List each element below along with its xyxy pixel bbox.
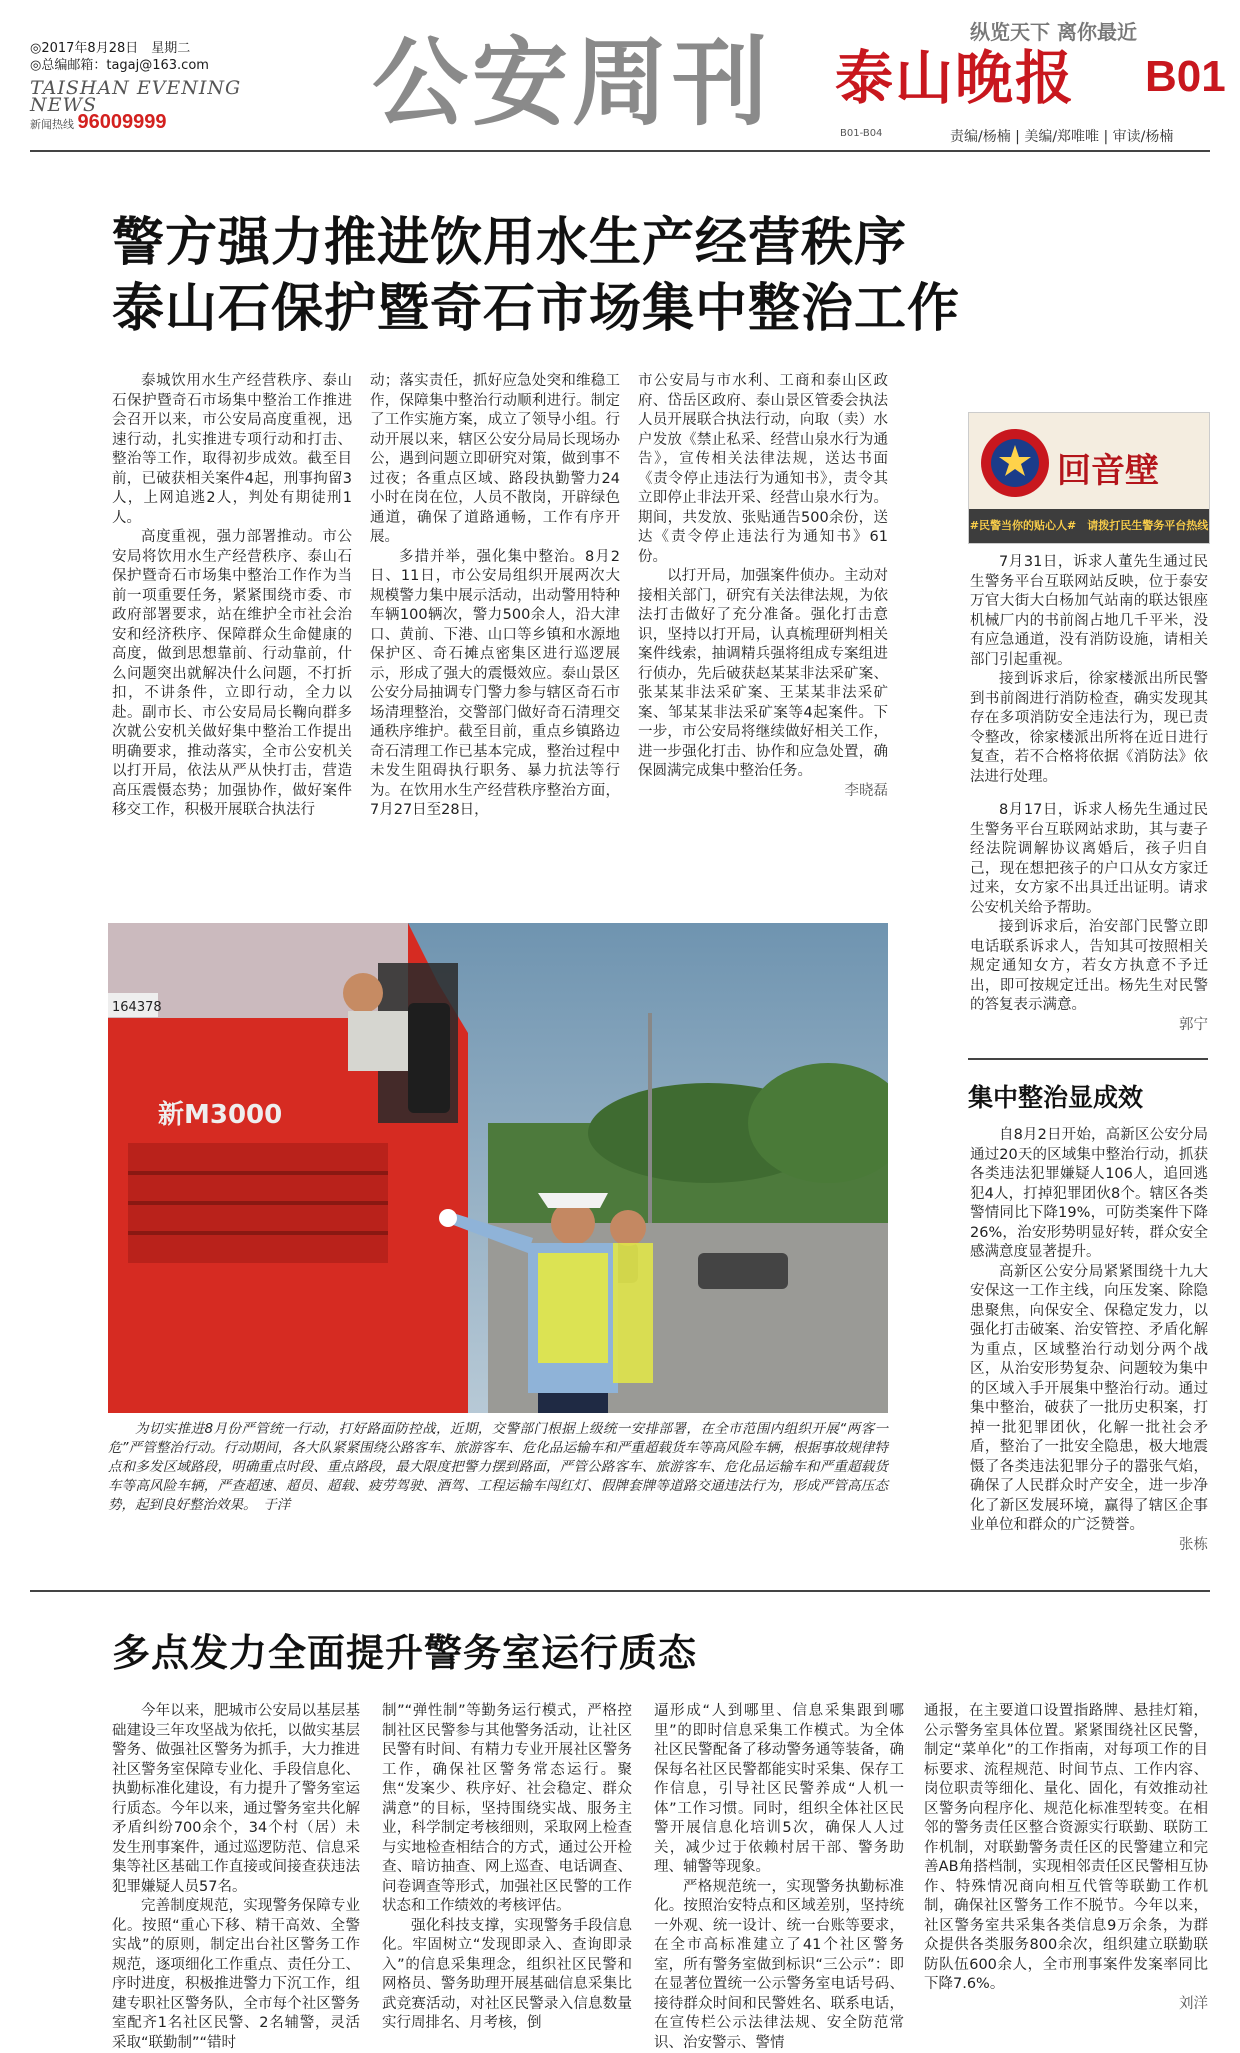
editor-email: ◎总编邮箱：tagaj@163.com [30,57,260,74]
article2-column-1 [112,1702,360,2053]
headline-line-2: 泰山石保护暨奇石市场集中整治工作 [112,276,960,342]
paragraph: 制”“弹性制”等勤务运行模式，严格控制社区民警参与其他警务活动，让社区民警有时间、有精力专业开展社区警务工作，确保社区警务常态运行。聚焦“发案少、秩序好、社会稳定、群众满意”的目标，坚持围绕实战、服务主业，科学制定考核细则，采取网上检查与实地检查相结合的方式，通过公开检查、暗访抽查、网上巡查、电话调查、问卷调查等形式，加强社区民警的工作状态和工作绩效的考核评估。 [382,1702,632,1917]
paragraph: 接到诉求后，徐家楼派出所民警到书前阁进行消防检查，确实发现其存在多项消防安全违法行为，现已责令整改，徐家楼派出所将在近日进行复查，若不合格将依据《消防法》依法进行处理。 [970,670,1208,787]
paragraph: 接到诉求后，治安部门民警立即电话联系诉求人，告知其可按照相关规定通知女方，若女方执意不予迁出，即可按规定迁出。杨先生对民警的答复表示满意。 [970,918,1208,1016]
police-badge-icon [979,423,1051,503]
paragraph: 市公安局与市水利、工商和泰山区政府、岱岳区政府、泰山景区管委会执法人员开展联合执法行动，向取（卖）水户发放《禁止私采、经营山泉水行为通告》，宣传相关法律法规，送达书面《责令停止违法行为通知书》，责令其立即停止非法开采、经营山泉水行为。期间，共发放、张贴通告500余份，送达《责令停止违法行为通知书》61份。 [638,372,888,567]
paragraph: 自8月2日开始，高新区公安分局通过20天的区域集中整治行动，抓获各类违法犯罪嫌疑人106人，追回逃犯4人，打掉犯罪团伙8个。辖区各类警情同比下降19%，可防类案件下降26%，治安形势明显好转，群众安全感满意度显著提升。 [970,1126,1208,1263]
paragraph: 严格规范统一，实现警务执勤标准化。按照治安特点和区域差别，坚持统一外观、统一设计、统一台账等要求，在全市高标准建立了41个社区警务室，所有警务室做到标识“三公示”：即在显著位置统一公示警务室电话号码、接待群众时间和民警姓名、联系电话，在宣传栏公示法律法规、安全防范常识、治安警示、警情 [654,1878,904,2053]
page-range: B01-B04 [840,128,882,139]
promo-hotline: #民警当你的贴心人# 请拨打民生警务平台热线 [969,509,1209,543]
main-headline [112,210,960,342]
street-lamp [648,1013,652,1243]
paragraph: 动；落实责任，抓好应急处突和维稳工作，保障集中整治行动顺利进行。制定了工作实施方案，成立了领导小组。行动开展以来，辖区公安分局局长现场办公，遇到问题立即研究对策，做到事不过夜；各重点区域、路段执勤警力24小时在岗在位，人员不散岗，开辟绿色通道，确保了道路通畅，工作有序开展。 [370,372,620,548]
headline-line-1: 警方强力推进饮用水生产经营秩序 [112,210,960,276]
driver [343,973,383,1013]
hotline-label: 新闻热线 [30,118,74,131]
page-number: B01 [1145,52,1226,102]
news-photo [108,923,888,1413]
sidebar-section-title: 集中整治显成效 [968,1078,1143,1114]
hotline-number: 96009999 [78,111,167,133]
editors-line: 责编/杨楠 | 美编/郑唯唯 | 审读/杨楠 [950,126,1173,146]
paragraph: 逼形成“人到哪里、信息采集跟到哪里”的即时信息采集工作模式。为全体社区民警配备了移动警务通等装备，确保每名社区民警都能实时采集、保存工作信息，引导社区民警养成“人机一体”工作习惯。同时，组织全体社区民警开展信息化培训5次，确保人人过关，减少过于依赖村居干部、警务助理、辅警等现象。 [654,1702,904,1878]
sidebar-divider [968,1058,1208,1060]
promo-title: 回音壁 [1057,443,1159,492]
article2-title: 多点发力全面提升警务室运行质态 [112,1622,697,1677]
slogan: 纵览天下 离你最近 [970,16,1137,45]
truck-badge: 新M3000 [158,1100,282,1130]
paragraph: 高新区公安分局紧紧围绕十九大安保这一工作主线，向压发案、除隐患聚焦，向保安全、保稳定发力，以强化打击破案、治安管控、矛盾化解为重点，区域整治行动划分两个战区，从治安形势复杂、问题较为集中的区域入手开展集中整治行动。通过集中整治，破获了一批历史积案，打掉一批犯罪团伙，化解一批社会矛盾，整治了一批安全隐患，极大地震慑了各类违法犯罪分子的嚣张气焰，确保了人民群众时产安全，进一步净化了新区发展环境，赢得了辖区企事业单位和群众的广泛赞誉。 [970,1263,1208,1536]
promo-banner [968,412,1210,544]
paper-logo: 泰山晚报 [835,38,1075,118]
article1-column-3 [638,372,888,801]
article1-column-2 [370,372,620,821]
paragraph: 强化科技支撑，实现警务手段信息化。牢固树立“发现即录入、查询即录入”的信息采集理念，组织社区民警和网格员、警务助理开展基础信息采集比武竞赛活动，对社区民警录入信息数量实行周排名、月考核，倒 [382,1917,632,2034]
plate-text: 164378 [112,1000,162,1015]
news-hotline [30,114,260,133]
paragraph: 完善制度规范，实现警务保障专业化。按照“重心下移、精干高效、全警实战”的原则，制定出台社区警务工作规范，逐项细化工作重点、责任分工、序时进度，积极推进警力下沉工作，组建专职社区警务队，全市每个社区警务室配齐1名社区民警、2名辅警，灵活采取“联勤制”“错时 [112,1897,360,2053]
sidebar-posts [970,553,1208,1035]
photo-caption [108,1420,888,1515]
paragraph: 通报，在主要道口设置指路牌、悬挂灯箱，公示警务室具体位置。紧紧围绕社区民警，制定“菜单化”的工作指南，对每项工作的目标要求、流程规范、时间节点、工作内容、岗位职责等细化、量化、固化，有效推动社区警务向程序化、规范化标准型转变。在相邻的警务责任区整合资源实行联勤、联防工作机制，对联勤警务责任区的民警建立和完善AB角搭档制，实现相邻责任区民警相互协作、特殊情况商向相互代管等联勤工作机制，确保社区警务工作不脱节。今年以来，社区警务室共采集各类信息9万余条，为群众提供各类服务800余次，组织建立联勤联防队伍600余人，全市刑事案件发案率同比下降7.6%。 [924,1702,1208,1995]
traffic-police-photo [108,923,888,1413]
side-mirror [408,1003,450,1113]
article1-column-1 [112,372,352,821]
paragraph: 8月17日，诉求人杨先生通过民生警务平台互联网站求助，其与妻子经法院调解协议离婚后，孩子归自己，现在想把孩子的户口从女方家迁过来，女方家不出具迁出证明。请求公安机关给予帮助。 [970,801,1208,918]
sidebar-section-body [970,1126,1208,1555]
sidebar-author: 郭宁 [970,1016,1208,1036]
paragraph: 7月31日，诉求人董先生通过民生警务平台互联网站反映，位于泰安万官大街大白杨加气站南的联达银座机械厂内的书前阁占地几千平米，没有应急通道，没有消防设施，请相关部门引起重视。 [970,553,1208,670]
article2-column-2 [382,1702,632,2034]
reflective-vest [538,1253,608,1363]
masthead-info [30,40,260,133]
caption-author: 于洋 [263,1497,290,1513]
caption-text: 为切实推进8月份严管统一行动，打好路面防控战，近期，交警部门根据上级统一安排部署，在全市范围内组织开展“两客一危”严管整治行动。行动期间，各大队紧紧围绕公路客车、旅游客车、危化品运输车和严重超载货车等高风险车辆，根据事故规律特点和多发区域路段，明确重点时段、重点路段，最大限度把警力摆到路面，严管公路客车、旅游客车、危化品运输车和严重超载货车等高风险车辆，严查超速、超员、超载、疲劳驾驶、酒驾、工程运输车闯红灯、假牌套牌等道路交通违法行为，形成严管高压态势，起到良好整治效果。 [108,1421,888,1513]
article2-author: 刘洋 [924,1995,1208,2015]
sidebar-section-author: 张栋 [970,1536,1208,1556]
article2-column-4 [924,1702,1208,2014]
article2-column-3 [654,1702,904,2053]
paragraph: 高度重视，强力部署推动。市公安局将饮用水生产经营秩序、泰山石保护暨奇石市场集中整治工作作为当前一项重要任务，紧紧围绕市委、市政府部署要求，站在维护全市社会治安和经济秩序、保障群众生命健康的高度，做到思想靠前、行动靠前，什么问题突出就解决什么问题，不打折扣，不讲条件，立即行动，全力以赴。副市长、市公安局局长鞠向群多次就公安机关做好集中整治工作提出明确要求，推动落实，全市公安机关以打开局，依法从严从快打击，营造高压震慑态势；加强协作，做好案件移交工作，积极开展联合执法行 [112,528,352,821]
paragraph: 以打开局，加强案件侦办。主动对接相关部门，研究有关法律法规，为依法打击做好了充分准备。强化打击意识，坚持以打开局，认真梳理研判相关案件线索，抽调精兵强将组成专案组进行侦办，先后破获赵某某非法采矿案、张某某非法采矿案、王某某非法采矿案、邹某某非法采矿案等4起案件。下一步，市公安局将继续做好相关工作，进一步强化打击、协作和应急处置，确保圆满完成集中整治任务。 [638,567,888,782]
article-author: 李晓磊 [638,782,888,802]
masthead-divider [30,150,1210,152]
article-divider [30,1590,1210,1592]
paragraph: 泰城饮用水生产经营秩序、泰山石保护暨奇石市场集中整治工作推进会召开以来，市公安局高度重视，迅速行动，扎实推进专项行动和打击、整治等工作，取得初步成效。截至目前，已破获相关案件4起，刑事拘留3人，上网追逃2人，判处有期徒刑1人。 [112,372,352,528]
paper-english-name: TAISHAN EVENING NEWS [30,80,260,114]
paragraph: 今年以来，肥城市公安局以基层基础建设三年攻坚战为依托，以做实基层警务、做强社区警务为抓手，大力推进社区警务室保障专业化、手段信息化、执勤标准化建设，有力提升了警务室运行质态。今年以来，通过警务室共化解矛盾纠纷700余个，34个村（居）未发生刑事案件，通过巡逻防范、信息采集等社区基础工作直接或间接查获违法犯罪嫌疑人员57名。 [112,1702,360,1897]
paragraph: 多措并举，强化集中整治。8月2日、11日，市公安局组织开展两次大规模警力集中展示活动，出动警用特种车辆100辆次，警力500余人，沿大津口、黄前、下港、山口等乡镇和水源地保护区、奇石摊点密集区进行巡逻展示，形成了强大的震慑效应。泰山景区公安分局抽调专门警力参与辖区奇石市场清理整治，交警部门做好奇石清理交通秩序维护。截至目前，重点乡镇路边奇石清理工作已基本完成，整治过程中未发生阻碍执行职务、暴力抗法等行为。在饮用水生产经营秩序整治方面，7月27日至28日， [370,548,620,821]
issue-date: ◎2017年8月28日 星期二 [30,40,260,57]
section-title: 公安周刊 [372,28,772,138]
